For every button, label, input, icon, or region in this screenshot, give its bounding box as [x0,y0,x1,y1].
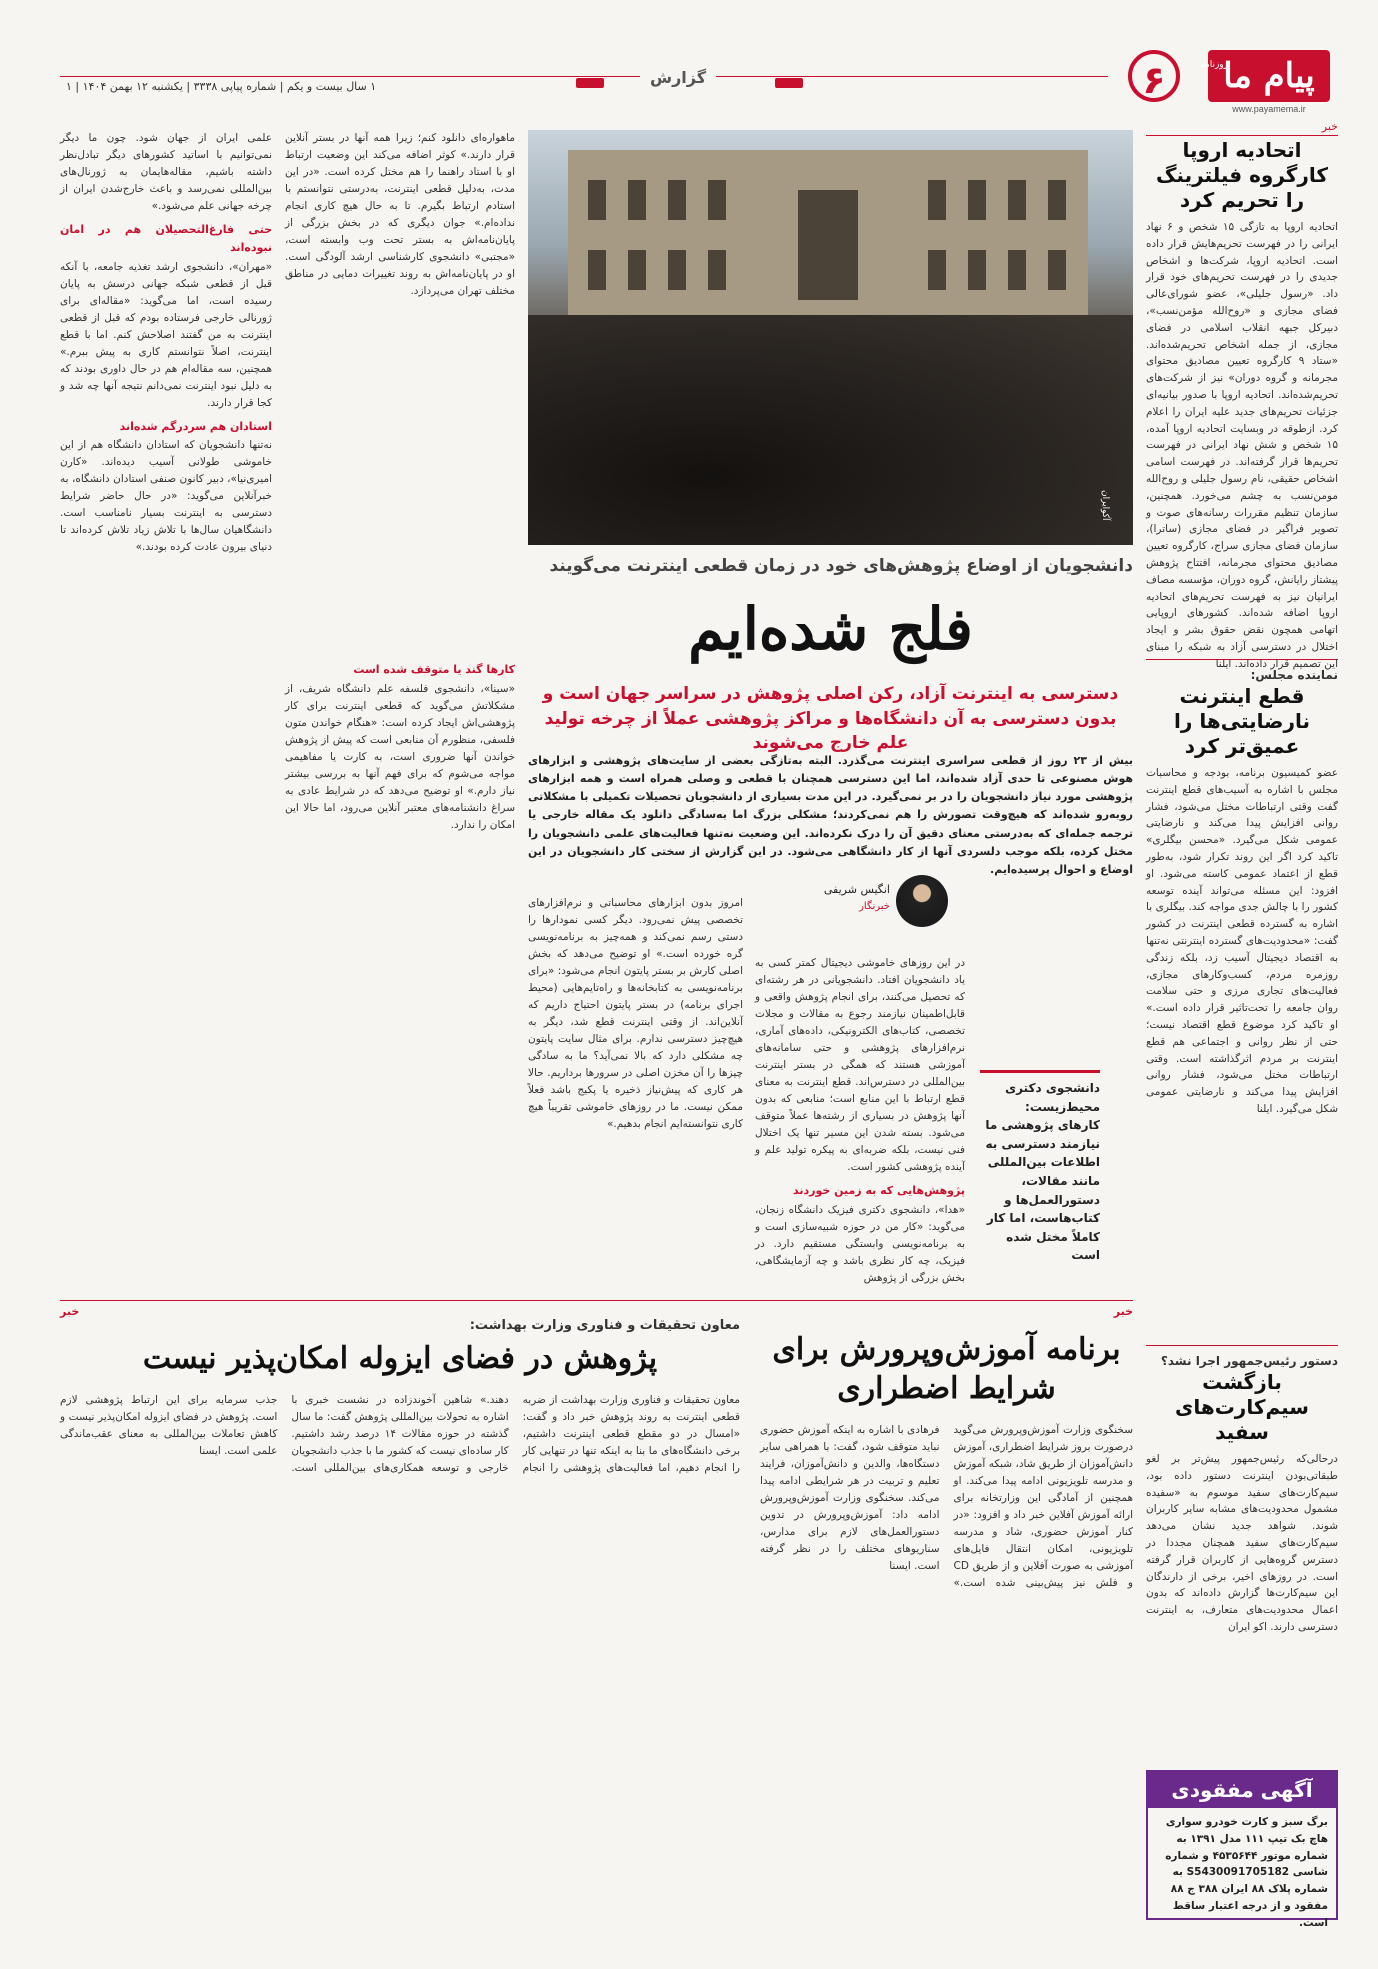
author-box [823,875,948,945]
main-lead: دسترسی به اینترنت آزاد، رکن اصلی پژوهش در سراسر جهان است و بدون دسترسی به آن دانشگاه‌ها و مراکز پژوهشی عملاً از چرخه تولید علم خارج می‌شوند [542,684,1119,754]
lower-mid-story [760,1305,1133,1892]
lower-left-body: معاون تحقیقات و فناوری وزارت بهداشت از ضربه قطعی اینترنت به روند پژوهش خبر داد و گفت: «امسال در دو مقطع قطعی اینترنت داشتیم، برخی دانشگاه‌های ما بنا به اینکه تنها در تنهایی کار را انجام دهیم، اما فعالیت‌های پژوهشی را انجام دهند.» شاهین آخوندزاده در نشست خبری با اشاره به تحولات بین‌المللی پژوهش گفت: ما سال گذشته در حوزه مقالات ۱۴ درصد رشد داشتیم. کار ساده‌ای نیست که کشور ما با جذب دانشجویان خارجی و توسعه همکاری‌های بین‌المللی است. جذب سرمایه برای این ارتباط پژوهشی لازم است. پژوهش در فضای ایزوله امکان‌پذیر نیست و کاهش تعاملات بین‌المللی به معنای عقب‌ماندگی علمی است. ایسنا [60,1394,740,1474]
lower-mid-tag: خبر [1113,1305,1133,1318]
main-headline[interactable]: فلج شده‌ایم [688,595,973,663]
pull-quote: دانشجوی دکتری محیط‌زیست: کارهای پژوهشی ما نیازمند دسترسی به اطلاعات بین‌المللی مانند مقالات، دستورالعمل‌ها و کتاب‌هاست، اما کار کاملاً مختل شده است [980,1070,1100,1265]
main-photo [528,130,1133,545]
sidebar-story3-kicker: دستور رئیس‌جمهور اجرا نشد؟ [1160,1354,1338,1368]
column-c-text: «سینا»، دانشجوی فلسفه علم دانشگاه شریف، از مشکلاتش می‌گوید که قطعی اینترنت برای کار پژوهشی‌اش ایجاد کرده است: «هنگام خواندن متون فلسفی، منظورم آن منابعی است که پیش از پژوهش خواندن آنها ضروری است، به کارت یا مفاهیمی مواجه می‌شوم که برای فهم آنها به بررسی بیشتر نیاز دارم.» او توضیح می‌دهد که در شرایط عادی به سراغ دانشنامه‌های معتبر آنلاین می‌رود، اما حالا این امکان را ندارد. [285,682,515,831]
column-e-text: علمی ایران از جهان شود. چون ما دیگر نمی‌توانیم با اساتید کشورهای دیگر تبادل‌نظر داشته باشیم، مقاله‌هایمان به ژورنال‌های بین‌المللی نمی‌رسد و باعث خارج‌شدن ایران از چرخه جهانی علم می‌شود.» [60,132,272,212]
column-e-text-2: «مهران»، دانشجوی ارشد تغذیه جامعه، با آنکه قبل از قطعی شبکه جهانی درسش به پایان رسیده است، اما می‌گوید: «مقاله‌ای برای ژورنالی خارجی فرستاده بودم که قبل از قطعی اینترنت به من گفتند اصلاحش کنم. اما با قطع اینترنت، اصلاً نتوانستم کاری به پیش ببرم.» همچنین، سه مقاله‌ام هم در حال داوری بودند که به دلیل نبود اینترنت نمی‌دانم نتیجه آنها چه شد و کجا قرار دارند. [60,260,272,409]
lower-mid-body: سخنگوی وزارت آموزش‌وپرورش می‌گوید درصورت بروز شرایط اضطراری، آموزش دانش‌آموزان از طریق شاد، شبکه آموزش و مدرسه تلویزیونی ادامه پیدا می‌کند. او همچنین از آمادگی این وزارتخانه برای ارائه آموزش آفلاین خبر داد و افزود: «در کنار آموزش حضوری، شاد و مدرسه تلویزیونی، امکان انتقال فایل‌های آموزشی به صورت آفلاین و از طریق CD و فلش نیز پیش‌بینی شده است.» فرهادی با اشاره به اینکه آموزش حضوری نباید متوقف شود، گفت: با همراهی سایر دستگاه‌ها، والدین و دانش‌آموزان، فرایند تعلیم و تربیت در هر شرایطی ادامه پیدا می‌کند. سخنگوی وزارت آموزش‌وپرورش ادامه داد: آموزش‌وپرورش در تدوین دستورالعمل‌های لازم برای مدارس، سناریوهای مختلف را در نظر گرفته است. ایسنا [760,1424,1133,1589]
lower-left-story [60,1305,740,1872]
article-column-c [285,655,515,1285]
header-rule [60,76,1108,77]
page-number: ۶ [1128,50,1180,102]
lower-left-kicker: معاون تحقیقات و فناوری وزارت بهداشت: [469,1318,740,1333]
article-column-e [60,130,272,1285]
lower-mid-title[interactable]: برنامه آموزش‌وپرورش برای شرایط اضطراری [772,1332,1121,1406]
column-a-text: در این روزهای خاموشی دیجیتال کمتر کسی به یاد دانشجویان افتاد. دانشجویانی در هر رشته‌ای که تحصیل می‌کنند، برای انجام پژوهش واقعی و قابل‌اطمینان نیازمند رجوع به مقالات و مجلات تخصصی، کتاب‌های الکترونیکی، داده‌های آماری، نرم‌افزارهای پژوهشی و حتی سامانه‌های آموزشی هستند که همگی در بستر اینترنت بین‌المللی در دسترس‌اند. قطع اینترنت به معنای قطع ارتباط با این منابع است؛ منابعی که بدون آنها پژوهش در بسیاری از رشته‌ها عملاً متوقف می‌شود. بسته شدن این مسیر تنها یک اختلال فنی نیست، بلکه ضربه‌ای به پیکره تولید علم و آینده پژوهشی کشور است. [755,957,965,1173]
photo-building [568,150,1088,320]
newspaper-logo[interactable]: پیام ما [1208,50,1330,102]
column-a-subhead: پژوهش‌هایی که به زمین خوردند [792,1184,965,1197]
sidebar [1146,120,1338,1781]
section-pill-left [576,78,604,88]
section-label: گزارش [640,68,716,87]
column-a-text-2: «هدا»، دانشجوی دکتری فیزیک دانشگاه زنجان، می‌گوید: «کار من در حوزه شبیه‌سازی است و به برنامه‌نویسی وابستگی مستقیم دارد. در فیزیک، چه کار نظری باشد و چه آزمایشگاهی، بخش بزرگی از پژوهش [755,1203,965,1284]
lower-left-tag: خبر [60,1305,80,1318]
sidebar-story3-title[interactable]: بازگشت سیم‌کارت‌های سفید [1175,1370,1309,1444]
author-name: انگیس شریفی [823,883,890,896]
issue-info: ۱ سال بیست و یکم | شماره پیاپی ۳۳۳۸ | یکشنبه ۱۲ بهمن ۱۴۰۴ | ۱ [60,80,382,93]
site-url[interactable]: www.payamema.ir [1232,104,1306,114]
sidebar-story2-kicker: نماینده مجلس: [1250,668,1338,682]
sidebar-story1-body: اتحادیه اروپا به تازگی ۱۵ شخص و ۶ نهاد ایرانی را در فهرست تحریم‌هایش قرار داده است. اتحادیه اروپا، شرکت‌ها و اشخاص جدیدی را در فهرست تحریم‌های خود قرار داد. «رسول جلیلی»، عضو شورای‌عالی فضای مجازی و «روح‌الله مؤمن‌نسب»، دبیرکل جبهه انقلاب اسلامی در فضای مجازی، از جمله اشخاص تحریم‌شده‌اند. «ستاد ۹ کارگروه تعیین مصادیق محتوای مجرمانه و گروه دوران» نیز از شرکت‌های تحریم‌شده‌اند. اتحادیه اروپا با صدور بیانیه‌ای جزئیات تحریم‌های جدید علیه ایران را اعلام کرد. ازطوقه در وبسایت اتحادیه اروپا آمده، ۱۵ شخص و شش نهاد ایرانی در فهرست تحریم‌ها قرار گرفته‌اند. در فهرست اسامی اشخاص حقیقی، نام رسول جلیلی و روح‌الله مومن‌نسب به چشم می‌خورد. همچنین، سازمان تنظیم مقررات رسانه‌های صوت و تصویر فراگیر در فضای مجازی (ساترا)، سازمان فضای مجازی سراج، کارگروه تعیین مصادیق محتوای مجرمانه، افتتاح پژوهش پیشتاز رایانش، گروه دوران، مؤسسه مصاف ایرانیان نیز به فهرست تحریم‌های اتحادیه اروپا اضافه شده‌اند. کشورهای اروپایی اتهامی همچون نقض حقوق بشر و ایجاد اختلال در دسترسی آزاد به شبکه را مبنای این تصمیم قرار داده‌اند. ایلنا [1146,221,1338,670]
column-c-subhead: کارها گند یا متوقف شده است [353,663,515,676]
photo-crowd [528,315,1133,545]
lost-ad-title: آگهی مفقودی [1148,1772,1336,1808]
column-e-subhead-2: استادان هم سردرگم شده‌اند [119,419,272,433]
author-avatar [896,875,948,927]
article-column-d: ماهواره‌ای دانلود کنم؛ زیرا همه آنها در بستر آنلاین قرار دارند.» کوثر اضافه می‌کند این وضعیت ارتباط او با استاد راهنما را هم مختل کرده است. «در این مدت، به‌دلیل قطعی اینترنت، به‌درستی نتوانستم با استادم ارتباط بگیرم. تا به حال هیچ کاری انجام نداده‌ام.» جوان دیگری که در بخش بزرگی از پایان‌نامه‌اش به بستر تحت وب وابسته است، «مجتبی» دانشجوی کارشناسی ارشد آلودگی است. او در پایان‌نامه‌اش به روند تغییرات دمایی در مناطق مختلف تهران می‌پردازد. [285,132,515,297]
sidebar-story2-title[interactable]: قطع اینترنت نارضایتی‌ها را عمیق‌تر کرد [1174,684,1310,758]
lost-document-ad [1146,1770,1338,1929]
sidebar-story3-body: درحالی‌که رئیس‌جمهور پیش‌تر بر لغو طبقاتی‌بودن اینترنت دستور داده بود، سیم‌کارت‌های سفید موسوم به «سفیده مشمول محدودیت‌های مشابه سایر کاربران شوند. شواهد جدید نشان می‌دهد سیم‌کارت‌های سفید همچنان مجددا در دسترس گروه‌هایی از کاربران قرار گرفته است. در روزهای اخیر، برخی از دارندگان این سیم‌کارت‌ها گزارش داده‌اند که بدون اعمال محدودیت‌های متعارف، به اینترنت دسترسی دارند. اکو ایران [1146,1453,1338,1633]
main-kicker: دانشجویان از اوضاع پژوهش‌های خود در زمان قطعی اینترنت می‌گویند [549,556,1133,576]
sidebar-divider [1146,1345,1338,1346]
lower-left-title[interactable]: پژوهش در فضای ایزوله امکان‌پذیر نیست [142,1341,658,1376]
author-role: خبرنگار [859,901,890,912]
logo-tagline: روزنامه [1200,60,1228,70]
photo-credit: آکوایران [1100,490,1110,521]
sidebar-tag: خبر [1146,120,1338,136]
article-column-b: امروز بدون ابزارهای محاسباتی و نرم‌افزارهای تخصصی پیش نمی‌رود. دیگر کسی نمودارها را دستی رسم نمی‌کند و همه‌چیز به برنامه‌نویسی گره خورده است.» او توضیح می‌دهد که بخش اصلی کارش بر بستر پایتون انجام می‌شود: «برای برنامه‌نویسی به کتابخانه‌ها و راه‌تایم‌هایی (محیط اجرای برنامه) در بستر پایتون احتیاج داریم که آنلاین‌اند. از وقتی اینترنت قطع شد، دیگر به هیچ‌چیز دسترسی ندارم. برای مثال سایت پایتون چه مشکلی دارد که بالا نمی‌آید؟ ما به سادگی چیزها را آن مخزن اصلی در سرورها برداریم. حالا هر کاری که پیش‌نیاز ذخیره یا پکیج باشد فعلاً ممکن نیست. ما در روزهای خاموشی تقریباً هیچ کاری نتوانسته‌ایم انجام بدهیم.» [528,897,743,1130]
lost-ad-body: برگ سبز و کارت خودرو سواری هاچ بک تیپ ۱۱۱ مدل ۱۳۹۱ به شماره موتور ۴۵۳۵۶۴۴ و شماره شاسی S5430091705182 به شماره پلاک ۸۸ ایران ۳۸۸ ج ۸۸ مفقود و از درجه اعتبار ساقط است. [1165,1816,1328,1929]
lower-rule [60,1300,1133,1301]
article-column-a [755,955,965,1285]
column-e-subhead: حتی فارغ‌التحصیلان هم در امان نبوده‌اند [60,223,272,254]
column-e-text-3: نه‌تنها دانشجویان که استادان دانشگاه هم از این خاموشی طولانی آسیب دیده‌اند. «کارن امیری‌نیا»، دبیر کانون صنفی استادان دانشگاه، به خبرآنلاین می‌گوید: «در حال حاضر شرایط دسترسی به اینترنت بسیار نامناسب است. دانشگاهیان سال‌ها با تلاش زیاد تلاش کرده‌اند تا دنیای بیرون عادت کرده بودند.» [60,439,272,554]
main-intro: بیش از ۲۳ روز از قطعی سراسری اینترنت می‌گذرد. البته به‌تازگی بعضی از سایت‌های پژوهشی و ابزارهای هوش مصنوعی تا حدی آزاد شده‌اند، اما این دسترسی همچنان با قطعی و وصلی همراه است و همه ابزارهای پژوهشی مورد نیاز دانشجویان را در بر نمی‌گیرد. در این مدت بسیاری از دانشجویان تحصیلات تکمیلی با مشکلاتی روبه‌رو شده‌اند که هیچ‌وقت تصورش را هم نمی‌کردند؛ مشکلی بزرگ اما به‌سادگی دانلود یک مقاله خارجی یا ترجمه جمله‌ای که به‌درستی معنای دقیق آن را درک نکرده‌اند. این وضعیت نه‌تنها فعالیت‌های علمی دانشجویان را مختل کرده، بلکه موجب دلسردی آنها از کار دانشگاهی می‌شود. در این گزارش از سختی کار دانشجویان در این اوضاع و احوال پرسیده‌ایم. [528,754,1133,876]
sidebar-story1-title[interactable]: اتحادیه اروپا کارگروه فیلترینگ را تحریم کرد [1155,138,1329,212]
sidebar-story2-body: عضو کمیسیون برنامه، بودجه و محاسبات مجلس با اشاره به آسیب‌های قطع اینترنت گفت وقتی ارتباطات مختل می‌شود، فشار روانی افزایش پیدا می‌کند و نارضایتی عمومی شکل می‌گیرد. «محسن بیگلری» تاکید کرد اگر این روند تکرار شود، به‌طور قطع از اعتماد عمومی کاسته می‌شود. او افزود: این مسئله می‌تواند آینده توسعه کشور را با چالش جدی مواجه کند. بیگلری با اشاره به گسترده قطعی اینترنت در کشور گفت: «محدودیت‌های گسترده اینترنتی نه‌تنها به اقتصاد دیجیتال آسیب زد، بلکه زندگی روزمره مردم، کسب‌وکارهای مجازی، فعالیت‌های تجاری مرزی و حتی سلامت روان جامعه را تحت‌تاثیر قرار داده است.» او تاکید کرد موضوع قطع اقتصاد نیست؛ حتی از نظر روانی و اجتماعی هم قطع اینترنت بر مردم اثرگذاشته است. وقتی ارتباطات مختل می‌شود، فشار روانی افزایش پیدا می‌کند و نارضایتی عمومی شکل می‌گیرد. ایلنا [1146,767,1338,1115]
section-pill-right [775,78,803,88]
